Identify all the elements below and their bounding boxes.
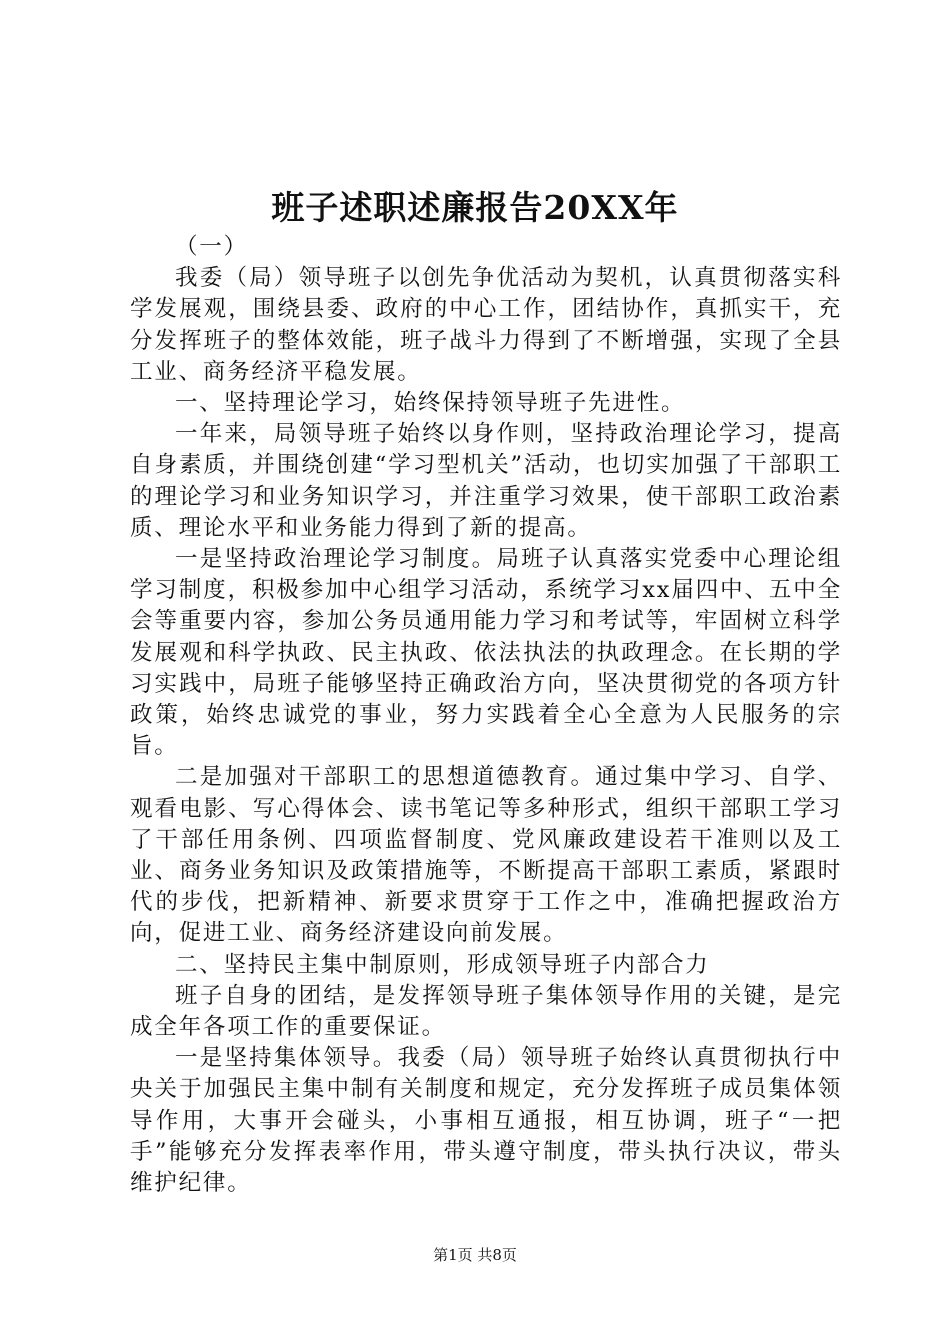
document-title: 班子述职述廉报告20XX年 (271, 188, 679, 227)
paragraph: 一是坚持集体领导。我委（局）领导班子始终认真贯彻执行中央关于加强民主集中制有关制度和规定，充分发挥班子成员集体领导作用，大事开会碰头，小事相互通报，相互协调，班子“一把手”能够充分发挥表率作用，带头遵守制度，带头执行决议，带头维护纪律。 (130, 1045, 842, 1197)
page-number-footer: 第1页 共8页 (433, 1246, 517, 1264)
paragraph: 一年来，局领导班子始终以身作则，坚持政治理论学习，提高自身素质，并围绕创建“学习型机关”活动，也切实加强了干部职工的理论学习和业务知识学习，并注重学习效果，使干部职工政治素质、理论水平和业务能力得到了新的提高。 (130, 421, 842, 541)
paragraph: 一是坚持政治理论学习制度。局班子认真落实党委中心理论组学习制度，积极参加中心组学习活动，系统学习xx届四中、五中全会等重要内容，参加公务员通用能力学习和考试等，牢固树立科学发展观和科学执政、民主执政、依法执法的执政理念。在长期的学习实践中，局班子能够坚持正确政治方向，坚决贯彻党的各项方针政策，始终忠诚党的事业，努力实践着全心全意为人民服务的宗旨。 (130, 546, 842, 760)
document-body (130, 232, 842, 1199)
section-marker: （一） (175, 234, 248, 260)
section-heading: 二、坚持民主集中制原则，形成领导班子内部合力 (175, 951, 710, 978)
paragraph: 二是加强对干部职工的思想道德教育。通过集中学习、自学、观看电影、写心得体会、读书笔记等多种形式，组织干部职工学习了干部任用条例、四项监督制度、党风廉政建设若干准则以及工业、商务业务知识及政策措施等，不断提高干部职工素质，紧跟时代的步伐，把新精神、新要求贯穿于工作之中，准确把握政治方向，促进工业、商务经济建设向前发展。 (130, 764, 842, 947)
paragraph: 我委（局）领导班子以创先争优活动为契机，认真贯彻落实科学发展观，围绕县委、政府的中心工作，团结协作，真抓实干，充分发挥班子的整体效能，班子战斗力得到了不断增强，实现了全县工业、商务经济平稳发展。 (130, 265, 842, 385)
paragraph: 班子自身的团结，是发挥领导班子集体领导作用的关键，是完成全年各项工作的重要保证。 (130, 982, 842, 1041)
section-heading: 一、坚持理论学习，始终保持领导班子先进性。 (175, 390, 686, 417)
